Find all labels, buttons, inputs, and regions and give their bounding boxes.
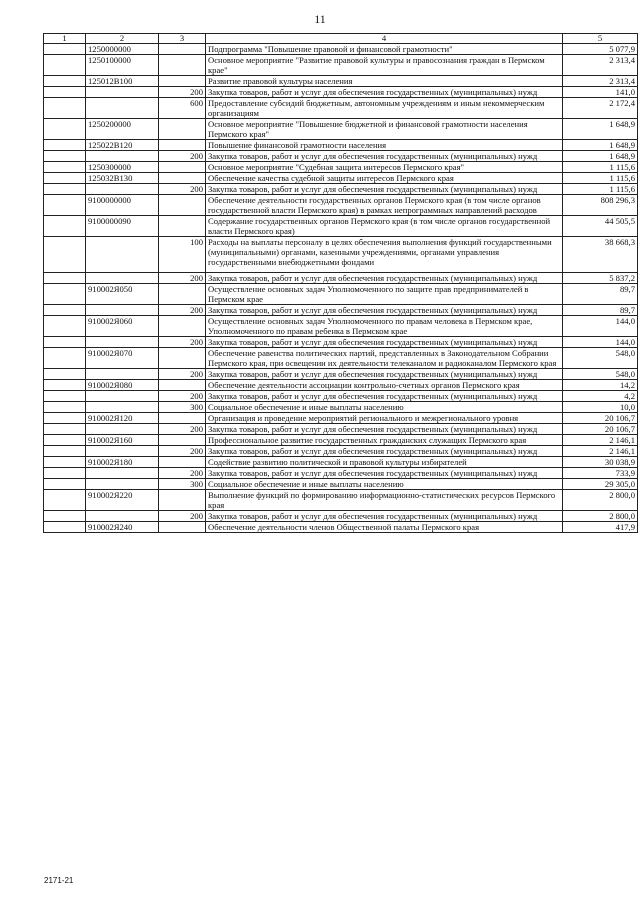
description-cell: Осуществление основных задач Уполномоченного по правам человека в Пермском крае, Уполномоченного по правам ребенка в Пермском крае <box>206 316 563 337</box>
expense-type-cell: 200 <box>159 369 206 380</box>
row-index-cell <box>44 424 86 435</box>
target-code-cell: 910002Я240 <box>86 522 159 533</box>
expense-type-cell: 200 <box>159 87 206 98</box>
budget-table <box>43 33 638 533</box>
target-code-cell <box>86 391 159 402</box>
target-code-cell: 910002Я050 <box>86 284 159 305</box>
table-row <box>44 446 638 457</box>
expense-type-cell: 200 <box>159 391 206 402</box>
table-row <box>44 55 638 76</box>
target-code-cell: 910002Я080 <box>86 380 159 391</box>
expense-type-cell <box>159 195 206 216</box>
row-index-cell <box>44 457 86 468</box>
table-row <box>44 413 638 424</box>
description-cell: Развитие правовой культуры населения <box>206 76 563 87</box>
target-code-cell <box>86 369 159 380</box>
amount-cell: 1 648,9 <box>563 119 638 140</box>
expense-type-cell <box>159 490 206 511</box>
expense-type-cell: 200 <box>159 305 206 316</box>
description-cell: Социальное обеспечение и иные выплаты населению <box>206 402 563 413</box>
target-code-cell: 910002Я070 <box>86 348 159 369</box>
row-index-cell <box>44 468 86 479</box>
description-cell: Обеспечение деятельности государственных органов Пермского края (в том числе органов государственной власти Пермского края) в рамках непрограммных направлений расходов <box>206 195 563 216</box>
table-row <box>44 337 638 348</box>
description-cell: Выполнение функций по формированию информационно-статистических ресурсов Пермского края <box>206 490 563 511</box>
target-code-cell <box>86 87 159 98</box>
row-index-cell <box>44 76 86 87</box>
amount-cell: 1 115,6 <box>563 184 638 195</box>
table-row <box>44 305 638 316</box>
table-body <box>44 44 638 533</box>
expense-type-cell: 200 <box>159 511 206 522</box>
description-cell: Закупка товаров, работ и услуг для обеспечения государственных (муниципальных) нужд <box>206 184 563 195</box>
description-cell: Основное мероприятие "Повышение бюджетной и финансовой грамотности населения Пермского края" <box>206 119 563 140</box>
description-cell: Осуществление основных задач Уполномоченного по защите прав предпринимателей в Пермском крае <box>206 284 563 305</box>
target-code-cell: 910002Я220 <box>86 490 159 511</box>
description-cell: Организация и проведение мероприятий регионального и межрегионального уровня <box>206 413 563 424</box>
amount-cell: 548,0 <box>563 348 638 369</box>
column-header: 2 <box>86 34 159 44</box>
table-header-row <box>44 34 638 44</box>
amount-cell: 1 115,6 <box>563 162 638 173</box>
target-code-cell: 1250300000 <box>86 162 159 173</box>
description-cell: Основное мероприятие "Развитие правовой культуры и правосознания граждан в Пермском крае" <box>206 55 563 76</box>
table-row <box>44 424 638 435</box>
expense-type-cell <box>159 316 206 337</box>
table-row <box>44 316 638 337</box>
table-row <box>44 76 638 87</box>
row-index-cell <box>44 162 86 173</box>
description-cell: Обеспечение равенства политических партий, представленных в Законодательном Собрании Пермского края, при освещении их деятельности телеканалом и радиоканалом Пермского края <box>206 348 563 369</box>
expense-type-cell <box>159 216 206 237</box>
table-row <box>44 391 638 402</box>
description-cell: Закупка товаров, работ и услуг для обеспечения государственных (муниципальных) нужд <box>206 391 563 402</box>
target-code-cell: 1250100000 <box>86 55 159 76</box>
description-cell: Обеспечение деятельности ассоциации контрольно-счетных органов Пермского края <box>206 380 563 391</box>
amount-cell: 4,2 <box>563 391 638 402</box>
amount-cell: 141,0 <box>563 87 638 98</box>
row-index-cell <box>44 490 86 511</box>
expense-type-cell <box>159 76 206 87</box>
table-row <box>44 140 638 151</box>
amount-cell: 5 077,9 <box>563 44 638 55</box>
row-index-cell <box>44 216 86 237</box>
table-row <box>44 151 638 162</box>
target-code-cell <box>86 305 159 316</box>
table-row <box>44 348 638 369</box>
target-code-cell <box>86 511 159 522</box>
row-index-cell <box>44 151 86 162</box>
amount-cell: 2 172,4 <box>563 98 638 119</box>
amount-cell: 2 800,0 <box>563 511 638 522</box>
amount-cell: 89,7 <box>563 305 638 316</box>
amount-cell: 20 106,7 <box>563 424 638 435</box>
row-index-cell <box>44 522 86 533</box>
expense-type-cell <box>159 119 206 140</box>
row-index-cell <box>44 195 86 216</box>
expense-type-cell <box>159 284 206 305</box>
amount-cell: 2 800,0 <box>563 490 638 511</box>
target-code-cell <box>86 402 159 413</box>
amount-cell: 38 668,3 <box>563 237 638 273</box>
description-cell: Закупка товаров, работ и услуг для обеспечения государственных (муниципальных) нужд <box>206 369 563 380</box>
description-cell: Профессиональное развитие государственных гражданских служащих Пермского края <box>206 435 563 446</box>
table-row <box>44 162 638 173</box>
amount-cell: 733,9 <box>563 468 638 479</box>
column-header: 3 <box>159 34 206 44</box>
row-index-cell <box>44 369 86 380</box>
column-header: 5 <box>563 34 638 44</box>
column-header: 1 <box>44 34 86 44</box>
page-number: 11 <box>314 12 326 26</box>
target-code-cell: 125032В130 <box>86 173 159 184</box>
target-code-cell: 9100000000 <box>86 195 159 216</box>
row-index-cell <box>44 391 86 402</box>
table-row <box>44 44 638 55</box>
row-index-cell <box>44 446 86 457</box>
description-cell: Закупка товаров, работ и услуг для обеспечения государственных (муниципальных) нужд <box>206 87 563 98</box>
description-cell: Закупка товаров, работ и услуг для обеспечения государственных (муниципальных) нужд <box>206 151 563 162</box>
row-index-cell <box>44 119 86 140</box>
target-code-cell <box>86 151 159 162</box>
row-index-cell <box>44 273 86 284</box>
expense-type-cell <box>159 457 206 468</box>
amount-cell: 144,0 <box>563 316 638 337</box>
table-row <box>44 402 638 413</box>
row-index-cell <box>44 55 86 76</box>
amount-cell: 417,9 <box>563 522 638 533</box>
expense-type-cell <box>159 435 206 446</box>
description-cell: Обеспечение деятельности членов Общественной палаты Пермского края <box>206 522 563 533</box>
amount-cell: 20 106,7 <box>563 413 638 424</box>
row-index-cell <box>44 44 86 55</box>
amount-cell: 548,0 <box>563 369 638 380</box>
description-cell: Повышение финансовой грамотности населения <box>206 140 563 151</box>
row-index-cell <box>44 413 86 424</box>
amount-cell: 2 146,1 <box>563 446 638 457</box>
description-cell: Расходы на выплаты персоналу в целях обеспечения выполнения функций государственными (муниципальными) органами, казенными учреждениями, органами управления государственными внебюджетными фондами <box>206 237 563 273</box>
row-index-cell <box>44 305 86 316</box>
table-row <box>44 195 638 216</box>
table-row <box>44 490 638 511</box>
target-code-cell <box>86 237 159 273</box>
table-row <box>44 173 638 184</box>
expense-type-cell <box>159 413 206 424</box>
row-index-cell <box>44 98 86 119</box>
amount-cell: 30 038,9 <box>563 457 638 468</box>
expense-type-cell: 200 <box>159 424 206 435</box>
table-row <box>44 522 638 533</box>
expense-type-cell: 300 <box>159 402 206 413</box>
table-row <box>44 87 638 98</box>
description-cell: Содействие развитию политической и правовой культуры избирателей <box>206 457 563 468</box>
table-row <box>44 511 638 522</box>
expense-type-cell <box>159 140 206 151</box>
target-code-cell: 125012В100 <box>86 76 159 87</box>
table-row <box>44 216 638 237</box>
table-row <box>44 380 638 391</box>
expense-type-cell: 200 <box>159 273 206 284</box>
expense-type-cell <box>159 162 206 173</box>
expense-type-cell: 200 <box>159 446 206 457</box>
expense-type-cell <box>159 173 206 184</box>
amount-cell: 144,0 <box>563 337 638 348</box>
target-code-cell <box>86 337 159 348</box>
amount-cell: 29 305,0 <box>563 479 638 490</box>
row-index-cell <box>44 184 86 195</box>
row-index-cell <box>44 348 86 369</box>
document-code: 2171-21 <box>44 876 74 885</box>
table-row <box>44 369 638 380</box>
row-index-cell <box>44 87 86 98</box>
amount-cell: 2 146,1 <box>563 435 638 446</box>
target-code-cell: 910002Я120 <box>86 413 159 424</box>
expense-type-cell: 200 <box>159 151 206 162</box>
table-row <box>44 119 638 140</box>
expense-type-cell: 200 <box>159 184 206 195</box>
table-row <box>44 237 638 273</box>
description-cell: Закупка товаров, работ и услуг для обеспечения государственных (муниципальных) нужд <box>206 446 563 457</box>
target-code-cell <box>86 468 159 479</box>
amount-cell: 44 505,5 <box>563 216 638 237</box>
description-cell: Предоставление субсидий бюджетным, автономным учреждениям и иным некоммерческим организациям <box>206 98 563 119</box>
expense-type-cell: 300 <box>159 479 206 490</box>
amount-cell: 1 115,6 <box>563 173 638 184</box>
description-cell: Закупка товаров, работ и услуг для обеспечения государственных (муниципальных) нужд <box>206 468 563 479</box>
description-cell: Закупка товаров, работ и услуг для обеспечения государственных (муниципальных) нужд <box>206 273 563 284</box>
table-row <box>44 468 638 479</box>
description-cell: Социальное обеспечение и иные выплаты населению <box>206 479 563 490</box>
target-code-cell: 9100000090 <box>86 216 159 237</box>
expense-type-cell: 100 <box>159 237 206 273</box>
row-index-cell <box>44 284 86 305</box>
amount-cell: 89,7 <box>563 284 638 305</box>
expense-type-cell: 200 <box>159 468 206 479</box>
target-code-cell <box>86 98 159 119</box>
description-cell: Обеспечение качества судебной защиты интересов Пермского края <box>206 173 563 184</box>
description-cell: Закупка товаров, работ и услуг для обеспечения государственных (муниципальных) нужд <box>206 424 563 435</box>
expense-type-cell <box>159 348 206 369</box>
expense-type-cell <box>159 380 206 391</box>
target-code-cell: 1250000000 <box>86 44 159 55</box>
description-cell: Закупка товаров, работ и услуг для обеспечения государственных (муниципальных) нужд <box>206 337 563 348</box>
description-cell: Основное мероприятие "Судебная защита интересов Пермского края" <box>206 162 563 173</box>
target-code-cell <box>86 273 159 284</box>
row-index-cell <box>44 337 86 348</box>
expense-type-cell <box>159 44 206 55</box>
description-cell: Закупка товаров, работ и услуг для обеспечения государственных (муниципальных) нужд <box>206 305 563 316</box>
table-row <box>44 457 638 468</box>
expense-type-cell: 600 <box>159 98 206 119</box>
target-code-cell <box>86 446 159 457</box>
table-row <box>44 184 638 195</box>
amount-cell: 2 313,4 <box>563 76 638 87</box>
row-index-cell <box>44 237 86 273</box>
amount-cell: 10,0 <box>563 402 638 413</box>
target-code-cell <box>86 479 159 490</box>
description-cell: Содержание государственных органов Пермского края (в том числе органов государственной власти Пермского края) <box>206 216 563 237</box>
description-cell: Закупка товаров, работ и услуг для обеспечения государственных (муниципальных) нужд <box>206 511 563 522</box>
target-code-cell: 125022В120 <box>86 140 159 151</box>
table-row <box>44 284 638 305</box>
row-index-cell <box>44 140 86 151</box>
column-header: 4 <box>206 34 563 44</box>
expense-type-cell <box>159 522 206 533</box>
table-row <box>44 273 638 284</box>
amount-cell: 14,2 <box>563 380 638 391</box>
amount-cell: 1 648,9 <box>563 140 638 151</box>
target-code-cell <box>86 184 159 195</box>
row-index-cell <box>44 435 86 446</box>
row-index-cell <box>44 316 86 337</box>
row-index-cell <box>44 479 86 490</box>
target-code-cell: 1250200000 <box>86 119 159 140</box>
row-index-cell <box>44 173 86 184</box>
target-code-cell: 910002Я160 <box>86 435 159 446</box>
amount-cell: 808 296,3 <box>563 195 638 216</box>
amount-cell: 1 648,9 <box>563 151 638 162</box>
target-code-cell: 910002Я180 <box>86 457 159 468</box>
description-cell: Подпрограмма "Повышение правовой и финансовой грамотности" <box>206 44 563 55</box>
row-index-cell <box>44 402 86 413</box>
row-index-cell <box>44 511 86 522</box>
amount-cell: 2 313,4 <box>563 55 638 76</box>
row-index-cell <box>44 380 86 391</box>
expense-type-cell: 200 <box>159 337 206 348</box>
table-row <box>44 479 638 490</box>
expense-type-cell <box>159 55 206 76</box>
target-code-cell: 910002Я060 <box>86 316 159 337</box>
target-code-cell <box>86 424 159 435</box>
amount-cell: 5 837,2 <box>563 273 638 284</box>
table-row <box>44 98 638 119</box>
table-row <box>44 435 638 446</box>
